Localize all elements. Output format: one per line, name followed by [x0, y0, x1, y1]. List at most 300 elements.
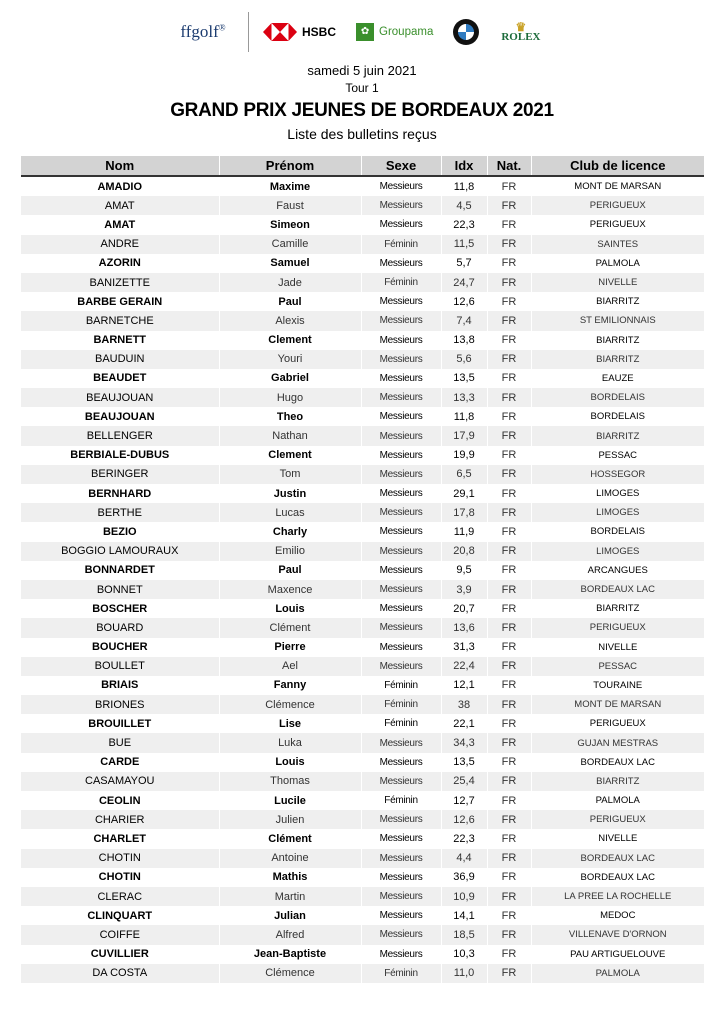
column-header-idx: Idx [441, 156, 487, 176]
cell-idx: 5,7 [441, 254, 487, 273]
cell-club: SAINTES [531, 235, 704, 254]
cell-sexe: Féminin [361, 695, 441, 714]
cell-nom: BANIZETTE [21, 273, 219, 292]
cell-nat: FR [487, 676, 531, 695]
cell-prenom: Clémence [219, 964, 361, 983]
column-header-club: Club de licence [531, 156, 704, 176]
table-row [21, 561, 704, 580]
cell-nat: FR [487, 350, 531, 369]
cell-prenom: Fanny [219, 676, 361, 695]
cell-club: PERIGUEUX [531, 196, 704, 215]
table-row [21, 638, 704, 657]
cell-idx: 29,1 [441, 484, 487, 503]
groupama-logo [356, 23, 433, 41]
cell-prenom: Samuel [219, 254, 361, 273]
cell-prenom: Jade [219, 273, 361, 292]
cell-sexe: Messieurs [361, 753, 441, 772]
cell-nom: AMAT [104, 218, 136, 231]
cell-club: BIARRITZ [531, 599, 704, 618]
cell-idx: 22,1 [441, 714, 487, 733]
cell-nat: FR [487, 484, 531, 503]
table-row [21, 254, 704, 273]
cell-club: MEDOC [531, 906, 704, 925]
table-body [21, 176, 704, 983]
cell-prenom: Jean-Baptiste [219, 945, 361, 964]
cell-club: TOURAINE [531, 676, 704, 695]
cell-nat: FR [487, 254, 531, 273]
cell-nom: BAUDUIN [21, 350, 219, 369]
cell-idx: 13,5 [441, 369, 487, 388]
table-row [21, 235, 704, 254]
cell-idx: 17,8 [441, 503, 487, 522]
cell-prenom: Nathan [219, 426, 361, 445]
cell-idx: 22,3 [441, 215, 487, 234]
cell-sexe: Messieurs [361, 369, 441, 388]
table-row [21, 465, 704, 484]
cell-nat: FR [487, 964, 531, 983]
cell-sexe: Messieurs [361, 810, 441, 829]
table-row [21, 676, 704, 695]
cell-idx: 14,1 [441, 906, 487, 925]
cell-nat: FR [487, 465, 531, 484]
cell-idx: 7,4 [441, 311, 487, 330]
cell-nat: FR [487, 503, 531, 522]
cell-club: LIMOGES [531, 484, 704, 503]
table-row [21, 906, 704, 925]
cell-nat: FR [487, 925, 531, 944]
table-row [21, 580, 704, 599]
table-row [21, 791, 704, 810]
cell-club: BIARRITZ [531, 772, 704, 791]
table-header-row [21, 156, 704, 176]
cell-nat: FR [487, 331, 531, 350]
cell-idx: 11,8 [441, 176, 487, 196]
cell-nat: FR [487, 714, 531, 733]
table-row [21, 964, 704, 983]
cell-idx: 17,9 [441, 426, 487, 445]
table-row [21, 484, 704, 503]
cell-prenom: Clément [219, 618, 361, 637]
cell-idx: 20,8 [441, 542, 487, 561]
hsbc-logo-text: HSBC [302, 25, 337, 39]
cell-prenom: Paul [219, 561, 361, 580]
cell-nom: AMADIO [97, 180, 143, 193]
cell-club: GUJAN MESTRAS [531, 733, 704, 752]
cell-sexe: Messieurs [361, 829, 441, 848]
cell-sexe: Messieurs [361, 906, 441, 925]
cell-nat: FR [487, 945, 531, 964]
cell-nat: FR [487, 657, 531, 676]
cell-club: PERIGUEUX [531, 215, 704, 234]
table-row [21, 388, 704, 407]
cell-club: BIARRITZ [531, 331, 704, 350]
cell-sexe: Messieurs [361, 196, 441, 215]
cell-sexe: Messieurs [361, 657, 441, 676]
cell-club: PALMOLA [531, 964, 704, 983]
cell-club: MONT DE MARSAN [531, 176, 704, 196]
cell-prenom: Louis [219, 753, 361, 772]
cell-sexe: Féminin [361, 791, 441, 810]
cell-nat: FR [487, 753, 531, 772]
cell-nom: BELLENGER [21, 426, 219, 445]
cell-nom: ANDRE [21, 235, 219, 254]
table-row [21, 215, 704, 234]
cell-nat: FR [487, 772, 531, 791]
cell-idx: 13,6 [441, 618, 487, 637]
cell-club: ST EMILIONNAIS [531, 311, 704, 330]
cell-nom: AMAT [21, 196, 219, 215]
cell-sexe: Féminin [361, 964, 441, 983]
cell-nat: FR [487, 196, 531, 215]
page-subtitle: Liste des bulletins reçus [287, 126, 437, 142]
cell-club: PERIGUEUX [531, 714, 704, 733]
cell-nom: BUE [21, 733, 219, 752]
cell-idx: 13,8 [441, 331, 487, 350]
cell-club: LIMOGES [531, 503, 704, 522]
cell-nom: BRIONES [21, 695, 219, 714]
cell-sexe: Messieurs [361, 388, 441, 407]
cell-sexe: Messieurs [361, 503, 441, 522]
cell-sexe: Messieurs [361, 599, 441, 618]
cell-club: BIARRITZ [531, 350, 704, 369]
cell-idx: 12,6 [441, 810, 487, 829]
cell-nat: FR [487, 292, 531, 311]
table-row [21, 273, 704, 292]
cell-nat: FR [487, 561, 531, 580]
table-row [21, 350, 704, 369]
cell-nom: BROUILLET [88, 717, 152, 730]
cell-nat: FR [487, 522, 531, 541]
cell-nat: FR [487, 446, 531, 465]
cell-prenom: Theo [219, 407, 361, 426]
cell-club: BORDELAIS [531, 407, 704, 426]
cell-nom: CLERAC [21, 887, 219, 906]
cell-nom: CLINQUART [87, 909, 153, 922]
cell-prenom: Julien [219, 810, 361, 829]
rolex-crown-icon: ♛ [515, 20, 527, 34]
cell-nom: BEAUJOUAN [84, 410, 155, 423]
table-row [21, 331, 704, 350]
cell-prenom: Martin [219, 887, 361, 906]
cell-idx: 22,4 [441, 657, 487, 676]
cell-nat: FR [487, 273, 531, 292]
cell-prenom: Clement [219, 446, 361, 465]
cell-sexe: Messieurs [361, 350, 441, 369]
cell-prenom: Camille [219, 235, 361, 254]
table-row [21, 196, 704, 215]
cell-nom: BARNETT [93, 334, 147, 347]
rolex-logo-text: ROLEX [501, 31, 541, 43]
cell-nom: CEOLIN [98, 794, 141, 807]
cell-idx: 3,9 [441, 580, 487, 599]
cell-idx: 12,7 [441, 791, 487, 810]
cell-idx: 22,3 [441, 829, 487, 848]
cell-sexe: Messieurs [361, 426, 441, 445]
table-row [21, 714, 704, 733]
cell-nat: FR [487, 868, 531, 887]
cell-club: EAUZE [531, 369, 704, 388]
table-row [21, 868, 704, 887]
table-row [21, 733, 704, 752]
cell-prenom: Emilio [219, 542, 361, 561]
cell-nom: CHOTIN [98, 871, 141, 884]
cell-sexe: Messieurs [361, 446, 441, 465]
bmw-logo-icon [453, 19, 479, 45]
cell-prenom: Clémence [219, 695, 361, 714]
cell-sexe: Messieurs [361, 292, 441, 311]
cell-idx: 5,6 [441, 350, 487, 369]
cell-nat: FR [487, 176, 531, 196]
cell-nom: BERBIALE-DUBUS [70, 449, 170, 462]
logo-divider [248, 12, 249, 52]
cell-club: NIVELLE [531, 829, 704, 848]
cell-sexe: Messieurs [361, 887, 441, 906]
cell-sexe: Messieurs [361, 176, 441, 196]
cell-idx: 34,3 [441, 733, 487, 752]
cell-club: BORDEAUX LAC [531, 580, 704, 599]
cell-idx: 9,5 [441, 561, 487, 580]
table-row [21, 503, 704, 522]
cell-prenom: Hugo [219, 388, 361, 407]
cell-nom: CUVILLIER [90, 948, 149, 961]
cell-idx: 13,3 [441, 388, 487, 407]
cell-sexe: Messieurs [361, 561, 441, 580]
hsbc-logo [263, 23, 336, 41]
cell-prenom: Maxime [219, 176, 361, 196]
table-row [21, 753, 704, 772]
table-row [21, 849, 704, 868]
cell-prenom: Thomas [219, 772, 361, 791]
cell-nom: BONNET [21, 580, 219, 599]
cell-prenom: Pierre [219, 638, 361, 657]
column-header-nat: Nat. [487, 156, 531, 176]
cell-sexe: Messieurs [361, 733, 441, 752]
table-row [21, 618, 704, 637]
cell-nom: BERTHE [21, 503, 219, 522]
cell-nat: FR [487, 849, 531, 868]
cell-club: BORDEAUX LAC [531, 849, 704, 868]
cell-nat: FR [487, 638, 531, 657]
cell-sexe: Messieurs [361, 484, 441, 503]
rolex-logo [501, 22, 540, 42]
cell-idx: 13,5 [441, 753, 487, 772]
cell-sexe: Messieurs [361, 849, 441, 868]
table-row [21, 945, 704, 964]
cell-sexe: Messieurs [361, 311, 441, 330]
cell-nat: FR [487, 388, 531, 407]
cell-club: PESSAC [531, 446, 704, 465]
cell-club: MONT DE MARSAN [531, 695, 704, 714]
cell-idx: 4,5 [441, 196, 487, 215]
cell-sexe: Messieurs [361, 407, 441, 426]
cell-idx: 6,5 [441, 465, 487, 484]
cell-club: LIMOGES [531, 542, 704, 561]
round-label: Tour 1 [345, 81, 379, 95]
table-row [21, 599, 704, 618]
cell-nat: FR [487, 618, 531, 637]
cell-nat: FR [487, 829, 531, 848]
cell-idx: 12,6 [441, 292, 487, 311]
cell-club: PERIGUEUX [531, 810, 704, 829]
cell-prenom: Lucas [219, 503, 361, 522]
table-row [21, 542, 704, 561]
cell-prenom: Maxence [219, 580, 361, 599]
cell-prenom: Faust [219, 196, 361, 215]
cell-idx: 11,8 [441, 407, 487, 426]
cell-sexe: Féminin [361, 676, 441, 695]
cell-club: NIVELLE [531, 273, 704, 292]
cell-sexe: Féminin [361, 273, 441, 292]
cell-idx: 10,9 [441, 887, 487, 906]
cell-nat: FR [487, 791, 531, 810]
cell-prenom: Youri [219, 350, 361, 369]
cell-sexe: Messieurs [361, 522, 441, 541]
cell-sexe: Messieurs [361, 542, 441, 561]
cell-nom: BONNARDET [84, 564, 155, 577]
table-row [21, 829, 704, 848]
table-row [21, 695, 704, 714]
groupama-logo-text: Groupama [379, 26, 434, 38]
cell-sexe: Messieurs [361, 868, 441, 887]
cell-sexe: Féminin [361, 235, 441, 254]
cell-nat: FR [487, 311, 531, 330]
cell-nom: CARDE [100, 756, 140, 769]
cell-idx: 19,9 [441, 446, 487, 465]
cell-nom: BOUARD [21, 618, 219, 637]
cell-sexe: Messieurs [361, 331, 441, 350]
cell-nat: FR [487, 235, 531, 254]
cell-nat: FR [487, 887, 531, 906]
cell-prenom: Alexis [219, 311, 361, 330]
sponsor-logos [158, 6, 578, 58]
cell-nom: BARNETCHE [21, 311, 219, 330]
cell-prenom: Ael [219, 657, 361, 676]
hsbc-hexagon-icon [263, 23, 297, 41]
cell-club: BIARRITZ [531, 292, 704, 311]
cell-sexe: Messieurs [361, 465, 441, 484]
cell-club: NIVELLE [531, 638, 704, 657]
groupama-leaf-icon: ✿ [356, 23, 374, 41]
table-row [21, 176, 704, 196]
cell-prenom: Mathis [219, 868, 361, 887]
cell-nom: BOULLET [21, 657, 219, 676]
cell-nom: BEAUJOUAN [21, 388, 219, 407]
cell-sexe: Messieurs [361, 254, 441, 273]
cell-prenom: Tom [219, 465, 361, 484]
cell-club: BORDELAIS [531, 388, 704, 407]
cell-nom: BARBE GERAIN [77, 295, 163, 308]
table-row [21, 407, 704, 426]
cell-nat: FR [487, 580, 531, 599]
cell-sexe: Messieurs [361, 638, 441, 657]
table-row [21, 311, 704, 330]
cell-idx: 18,5 [441, 925, 487, 944]
cell-prenom: Alfred [219, 925, 361, 944]
cell-prenom: Justin [219, 484, 361, 503]
column-header-prenom: Prénom [219, 156, 361, 176]
cell-club: PESSAC [531, 657, 704, 676]
cell-idx: 20,7 [441, 599, 487, 618]
cell-prenom: Clement [219, 331, 361, 350]
cell-nat: FR [487, 426, 531, 445]
cell-club: BIARRITZ [531, 426, 704, 445]
cell-nat: FR [487, 906, 531, 925]
cell-nat: FR [487, 695, 531, 714]
cell-nom: CHOTIN [21, 849, 219, 868]
cell-club: LA PREE LA ROCHELLE [531, 887, 704, 906]
cell-nom: BRIAIS [101, 679, 139, 692]
cell-idx: 11,0 [441, 964, 487, 983]
cell-idx: 36,9 [441, 868, 487, 887]
cell-club: PALMOLA [531, 791, 704, 810]
cell-idx: 25,4 [441, 772, 487, 791]
cell-nat: FR [487, 369, 531, 388]
table-row [21, 925, 704, 944]
cell-sexe: Messieurs [361, 580, 441, 599]
cell-nom: CASAMAYOU [21, 772, 219, 791]
cell-prenom: Clément [219, 829, 361, 848]
cell-sexe: Messieurs [361, 945, 441, 964]
ffgolf-logo: ffgolf® [180, 22, 226, 41]
table-row [21, 426, 704, 445]
cell-nom: BERNHARD [88, 487, 152, 500]
cell-nom: BEAUDET [93, 372, 147, 385]
table-row [21, 810, 704, 829]
cell-club: PAU ARTIGUELOUVE [531, 945, 704, 964]
cell-nat: FR [487, 810, 531, 829]
column-header-sexe: Sexe [361, 156, 441, 176]
cell-prenom: Lucile [219, 791, 361, 810]
cell-sexe: Messieurs [361, 772, 441, 791]
cell-prenom: Louis [219, 599, 361, 618]
cell-club: BORDEAUX LAC [531, 868, 704, 887]
cell-sexe: Messieurs [361, 618, 441, 637]
cell-nom: DA COSTA [21, 964, 219, 983]
cell-idx: 24,7 [441, 273, 487, 292]
table-row [21, 369, 704, 388]
cell-prenom: Simeon [219, 215, 361, 234]
cell-nat: FR [487, 733, 531, 752]
cell-prenom: Charly [219, 522, 361, 541]
table-row [21, 887, 704, 906]
cell-club: PERIGUEUX [531, 618, 704, 637]
ffgolf-logo-text: ffgolf [180, 22, 219, 41]
column-header-nom: Nom [21, 156, 219, 176]
cell-nom: AZORIN [98, 257, 141, 270]
entries-table [21, 156, 704, 983]
cell-nom: COIFFE [21, 925, 219, 944]
table-row [21, 292, 704, 311]
cell-idx: 10,3 [441, 945, 487, 964]
table-row [21, 446, 704, 465]
cell-nom: BEZIO [102, 525, 137, 538]
cell-nom: CHARIER [21, 810, 219, 829]
cell-sexe: Messieurs [361, 925, 441, 944]
event-date: samedi 5 juin 2021 [307, 63, 417, 78]
cell-nat: FR [487, 542, 531, 561]
cell-prenom: Paul [219, 292, 361, 311]
cell-club: HOSSEGOR [531, 465, 704, 484]
cell-club: BORDEAUX LAC [531, 753, 704, 772]
cell-nat: FR [487, 215, 531, 234]
cell-prenom: Antoine [219, 849, 361, 868]
cell-nat: FR [487, 599, 531, 618]
cell-nom: BOSCHER [92, 602, 148, 615]
cell-club: PALMOLA [531, 254, 704, 273]
cell-idx: 11,9 [441, 522, 487, 541]
cell-idx: 11,5 [441, 235, 487, 254]
cell-club: BORDELAIS [531, 522, 704, 541]
